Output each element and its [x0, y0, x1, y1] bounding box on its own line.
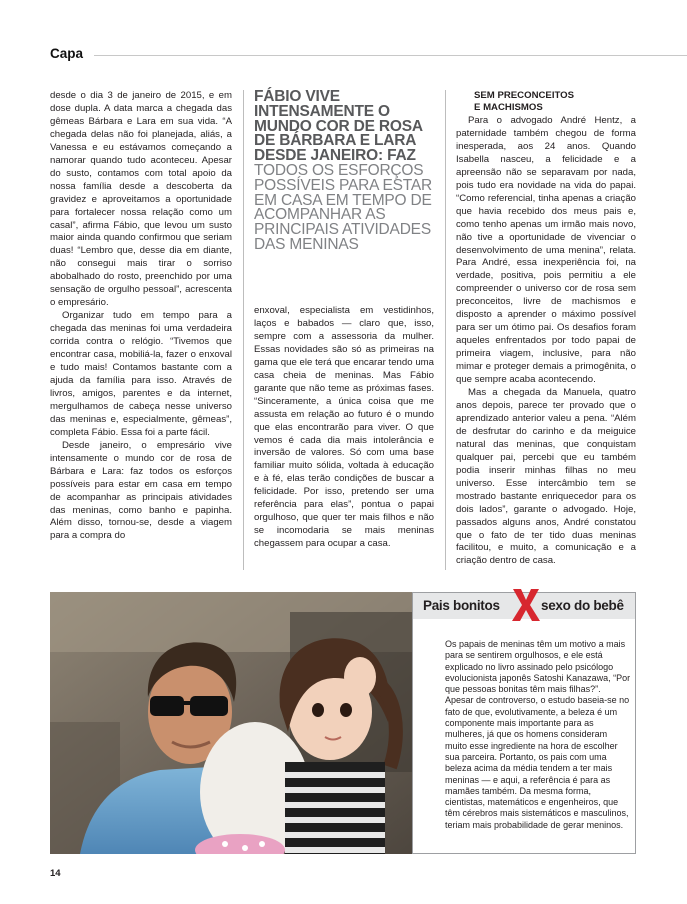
photo-father-daughter	[50, 592, 412, 854]
x-versus-icon	[509, 587, 543, 623]
page-number: 14	[50, 868, 61, 879]
paragraph: Organizar tudo em tempo para a chegada das meninas foi uma verdadeira corrida contra o relógio. “Tivemos que encontrar casa, mobiliá-la, fazer o enxoval e tudo mais! Contamos bastante com a ajuda da família para isso. Através de livros, amigos, parentes e da internet, mergulhamos de cabeça nesse universo das meninas e, especialmente, gêmeas”, completa Fábio. Essa foi a parte fácil.	[50, 310, 232, 438]
paragraph: enxoval, especialista em vestidinhos, laços e babados — claro que, isso, sempre com a assessoria da mulher. Essas novidades são só as primeiras na gama que ele terá que encarar tendo uma casa cheia de meninas. Mas Fábio garante que não teme as próximas fases. “Sinceramente, a única coisa que me assusta em relação ao futuro é o mundo que elas encontrarão para viver. O que vemos é cada dia mais intolerância e inversão de valores. Só com uma base familiar muito sólida, voltada à educação e à fé, elas terão condições de buscar a felicidade. Por isso, pretendo ser uma referência para elas”, pontua o papai orgulhoso, que quer ter mais filhos e não se incomodaria se mais meninas chegassem para ocupar a casa.	[254, 305, 434, 550]
paragraph: Mas a chegada da Manuela, quatro anos depois, parece ter provado que o aprendizado anterior valeu a pena. “Além de desfrutar do carinho e da meiguice natural das meninas, que conquistam qualquer pai, percebi que eu também podia inserir minhas filhas no meu universo. Esse intercâmbio tem se mostrado bastante enriquecedor para os dois lados”, garante o advogado. Hoje, passados alguns anos, André constatou que o fato de ter tido duas meninas facilitou, e muito, a comunicação e a criação dentro de casa.	[456, 387, 636, 567]
sidebar-body: Os papais de meninas têm um motivo a mais para se sentirem orgulhosos, e ele está explicado no livro assinado pelo psicólogo evolucionista japonês Satoshi Kanazawa, “Por que pessoas bonitas têm mais filhas?”. Apesar de controverso, o estudo baseia-se no fato de que, evolutivamente, a beleza é um componente mais importante para as mulheres, já que os homens consideram muito esse ingrediente na hora de escolher sua parceira. Portanto, os pais com uma beleza acima da média tendem a ter mais meninas — e aqui, a referência é para as mamães também. Da mesma forma, cientistas, matemáticos e engenheiros, que têm cérebros mais sistemáticos e masculinos, teriam mais probabilidade de gerar meninos.	[445, 639, 631, 830]
header-divider	[94, 55, 687, 56]
pull-quote-light: TODOS OS ESFORÇOS POSSÍVEIS PARA ESTAR EM CASA EM TEMPO DE ACOMPANHAR AS PRINCIPAIS ATIVIDADES DAS MENINAS	[254, 161, 433, 253]
sidebar-title-left: Pais bonitos	[423, 598, 500, 613]
article-column-3	[456, 90, 636, 568]
pull-quote	[254, 90, 436, 253]
sidebar-box	[412, 592, 636, 854]
paragraph: desde o dia 3 de janeiro de 2015, e em dose dupla. A data marca a chegada das gêmeas Bárbara e Lara em sua vida. “A chegada delas não foi planejada, aliás, a Vanessa e eu estávamos começando a namorar quando tudo aconteceu. Apesar do susto, contamos com total apoio da nossa família desde a descoberta da gravidez e aproveitamos a oportunidade para fortalecer nossa relação como um casal”, afirma Fábio, que levou um susto maior ainda quando confirmou que seriam duas! “Lembro que, desse dia em diante, não consegui mais tirar o sorriso abobalhado do rosto, preenchido por uma sensação de orgulho pessoal”, acrescenta o empresário.	[50, 90, 232, 309]
article-column-1	[50, 90, 232, 543]
column-divider	[445, 90, 446, 570]
pull-quote-bold: FÁBIO VIVE INTENSAMENTE O MUNDO COR DE ROSA DE BÁRBARA E LARA DESDE JANEIRO: FAZ	[254, 88, 423, 165]
article-column-2	[254, 305, 434, 551]
column-divider	[243, 90, 244, 570]
paragraph: Para o advogado André Hentz, a paternidade também chegou de forma inesperada, aos 24 anos. Quando Isabella nasceu, a felicidade e a apreensão não se separavam por nada, pois tudo era novidade na vida do papai. “Como referencial, tinha apenas a criação que havia recebido dos meus pais e, como tenho apenas um irmão mais novo, não tive a oportunidade de vivenciar o desenvolvimento de uma menina”, relata. Para André, essa inexperiência foi, na verdade, positiva, pois permitiu a ele compreender o universo cor de rosa sem preconceitos, livre de machismos e disposto a aprender o máximo possível para ser um ótimo pai. Os desafios foram aqueles enfrentados por todo papai de primeira viagem, inclusive, para não mimar e proteger demais a primogênita, o que sempre acaba acontecendo.	[456, 115, 636, 386]
sidebar-title-right: sexo do bebê	[541, 598, 624, 613]
subhead: SEM PRECONCEITOS E MACHISMOS	[474, 90, 575, 113]
section-label: Capa	[50, 46, 84, 61]
paragraph: Desde janeiro, o empresário vive intensamente o mundo cor de rosa de Bárbara e Lara: faz todos os esforços possíveis para estar em casa em tempo de acompanhar as principais atividades das meninas, como banho e papinha. Além disso, tornou-se, desde a viagem para a compra do	[50, 439, 232, 542]
